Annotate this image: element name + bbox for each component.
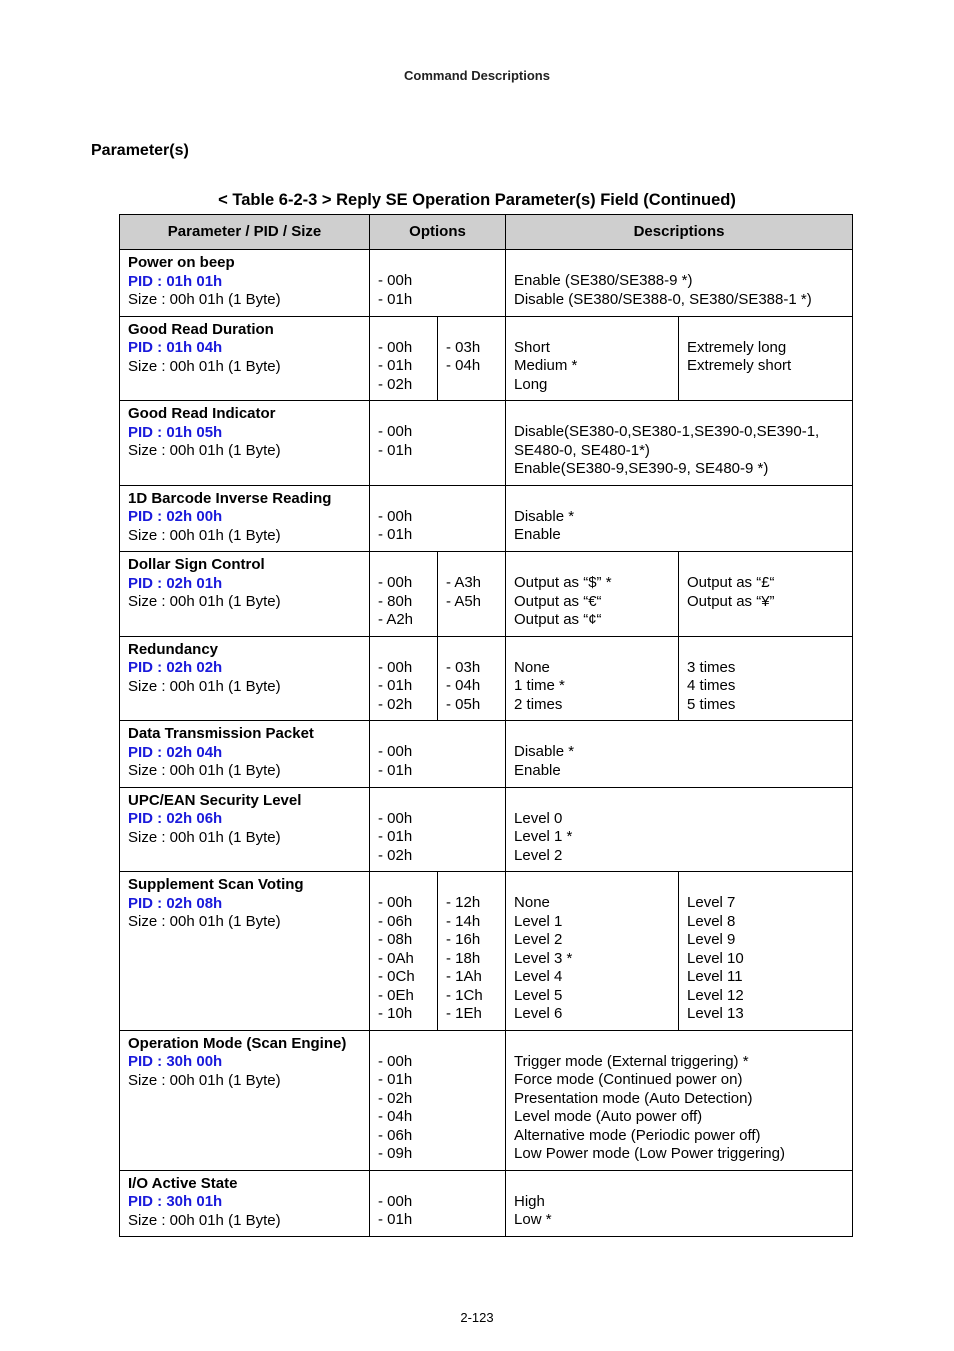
table-row: [120, 1170, 853, 1237]
option-value: - 1Ah: [446, 968, 482, 985]
parameter-cell: [120, 787, 370, 872]
descriptions-cell-secondary: [679, 636, 853, 721]
description-line: Disable *: [514, 743, 575, 760]
descriptions-cell: [506, 1170, 853, 1237]
parameter-cell: [120, 250, 370, 317]
description-line: Enable: [514, 761, 561, 779]
description-line: Enable: [514, 526, 561, 543]
description-line: Disable (SE380/SE388-0, SE380/SE388-1 *): [514, 290, 812, 308]
description-line: Level 10: [687, 949, 744, 967]
options-cell: [370, 636, 438, 721]
table-body: [120, 250, 853, 1237]
description-line: Level 13: [687, 1005, 744, 1022]
option-value: - 00h: [378, 658, 413, 676]
section-heading: Parameter(s): [91, 142, 189, 159]
options-cell: [370, 316, 438, 401]
descriptions-cell: [506, 721, 853, 788]
description-line: Low *: [514, 1211, 552, 1228]
description-line: Extremely short: [687, 357, 792, 374]
parameter-cell: [120, 401, 370, 486]
descriptions-cell: [506, 872, 679, 1031]
options-cell-secondary: [438, 872, 506, 1031]
options-cell: [370, 721, 506, 788]
table-row: [120, 636, 853, 721]
parameter-cell: [120, 721, 370, 788]
description-line: Output as “€“: [514, 592, 602, 610]
option-value: - A3h: [446, 574, 482, 591]
option-value: - A5h: [446, 592, 482, 610]
parameter-pid: PID : 02h 04h: [128, 743, 223, 761]
table-title: < Table 6-2-3 > Reply SE Operation Parameter(s) Field (Continued): [218, 191, 736, 209]
parameter-cell: [120, 485, 370, 552]
option-value: - 01h: [378, 357, 413, 374]
option-value: - 00h: [378, 338, 413, 356]
option-value: - 04h: [446, 357, 481, 374]
parameter-name: Operation Mode (Scan Engine): [128, 1034, 347, 1052]
description-line: 5 times: [687, 695, 736, 713]
description-line: Long: [514, 375, 548, 393]
parameter-name: Power on beep: [128, 254, 235, 271]
description-line: Enable (SE380/SE388-9 *): [514, 272, 693, 289]
description-line: Level 1: [514, 912, 563, 930]
option-value: - 04h: [446, 677, 481, 694]
description-line: Short: [514, 338, 550, 356]
option-value: - 01h: [378, 526, 413, 543]
option-value: - 80h: [378, 592, 413, 610]
options-cell-secondary: [438, 636, 506, 721]
parameter-name: 1D Barcode Inverse Reading: [128, 489, 332, 507]
parameter-size: Size : 00h 01h (1 Byte): [128, 442, 281, 459]
description-line: Extremely long: [687, 338, 787, 356]
parameter-size: Size : 00h 01h (1 Byte): [128, 762, 281, 779]
parameter-pid: PID : 02h 02h: [128, 659, 223, 676]
description-line: 1 time *: [514, 677, 565, 694]
parameter-size: Size : 00h 01h (1 Byte): [128, 828, 281, 846]
descriptions-cell: [506, 250, 853, 317]
option-value: - 01h: [378, 677, 413, 694]
table-row: [120, 401, 853, 486]
column-header-parameter: Parameter / PID / Size: [120, 215, 370, 250]
descriptions-cell: [506, 552, 679, 637]
description-line: Level mode (Auto power off): [514, 1108, 703, 1125]
option-value: - 01h: [378, 761, 413, 779]
parameter-pid: PID : 01h 05h: [128, 423, 223, 441]
description-line: None: [514, 658, 550, 676]
description-line: 4 times: [687, 677, 736, 694]
option-value: - 00h: [378, 894, 413, 911]
options-cell: [370, 872, 438, 1031]
parameter-size: Size : 00h 01h (1 Byte): [128, 357, 281, 375]
option-value: - 02h: [378, 375, 413, 393]
description-line: Output as “£“: [687, 574, 775, 591]
description-line: Level 3 *: [514, 949, 573, 967]
option-value: - 09h: [378, 1145, 413, 1162]
option-value: - 00h: [378, 809, 413, 827]
table-row: [120, 872, 853, 1031]
option-value: - 06h: [378, 1126, 413, 1144]
description-line: Trigger mode (External triggering) *: [514, 1052, 749, 1070]
options-cell: [370, 1030, 506, 1170]
description-line: Level 6: [514, 1005, 563, 1022]
description-line: 2 times: [514, 695, 563, 713]
parameter-cell: [120, 552, 370, 637]
option-value: - 08h: [378, 931, 413, 948]
description-line: Level 12: [687, 986, 744, 1004]
description-line: Level 7: [687, 894, 736, 911]
parameter-pid: PID : 30h 00h: [128, 1053, 223, 1070]
description-line: 3 times: [687, 658, 736, 676]
description-line: Level 4: [514, 968, 563, 985]
description-line: Level 8: [687, 912, 736, 930]
description-line: Disable(SE380-0,SE380-1,SE390-0,SE390-1,: [514, 423, 820, 440]
descriptions-cell: [506, 401, 853, 486]
table-row: [120, 316, 853, 401]
descriptions-cell: [506, 316, 679, 401]
parameter-cell: [120, 1170, 370, 1237]
descriptions-cell: [506, 787, 853, 872]
options-cell: [370, 787, 506, 872]
table-row: [120, 787, 853, 872]
option-value: - A2h: [378, 611, 414, 628]
description-line: Disable *: [514, 507, 575, 525]
parameter-pid: PID : 01h 01h: [128, 272, 223, 290]
option-value: - 00h: [378, 272, 413, 289]
description-line: Level 5: [514, 986, 563, 1004]
option-value: - 01h: [378, 1211, 413, 1228]
description-line: Enable(SE380-9,SE390-9, SE480-9 *): [514, 460, 769, 477]
description-line: Presentation mode (Auto Detection): [514, 1089, 753, 1107]
option-value: - 05h: [446, 695, 481, 713]
parameter-size: Size : 00h 01h (1 Byte): [128, 1071, 281, 1089]
option-value: - 12h: [446, 894, 481, 911]
parameter-pid: PID : 02h 01h: [128, 574, 223, 592]
option-value: - 01h: [378, 1071, 413, 1088]
option-value: - 1Eh: [446, 1005, 482, 1022]
table-row: [120, 721, 853, 788]
parameter-pid: PID : 02h 08h: [128, 894, 223, 912]
description-line: Level 9: [687, 931, 736, 948]
parameter-pid: PID : 02h 00h: [128, 508, 223, 525]
parameter-size: Size : 00h 01h (1 Byte): [128, 1211, 281, 1229]
table-row: [120, 485, 853, 552]
parameter-cell: [120, 872, 370, 1031]
options-cell: [370, 485, 506, 552]
option-value: - 00h: [378, 574, 413, 591]
option-value: - 03h: [446, 658, 481, 676]
description-line: Level 1 *: [514, 828, 573, 845]
option-value: - 18h: [446, 949, 481, 967]
description-line: Level 2: [514, 846, 563, 864]
description-line: Output as “¥”: [687, 592, 775, 610]
table-row: [120, 552, 853, 637]
option-value: - 1Ch: [446, 986, 483, 1004]
option-value: - 00h: [378, 1052, 413, 1070]
option-value: - 04h: [378, 1108, 413, 1125]
description-line: Medium *: [514, 357, 578, 374]
option-value: - 0Ah: [378, 949, 414, 967]
column-header-options: Options: [370, 215, 506, 250]
page-number: 2-123: [460, 1310, 494, 1325]
options-cell-secondary: [438, 316, 506, 401]
option-value: - 01h: [378, 441, 413, 459]
descriptions-cell-secondary: [679, 872, 853, 1031]
option-value: - 02h: [378, 695, 413, 713]
description-line: Force mode (Continued power on): [514, 1071, 743, 1088]
description-line: Alternative mode (Periodic power off): [514, 1126, 761, 1144]
option-value: - 00h: [378, 423, 413, 440]
description-line: None: [514, 894, 550, 911]
options-cell: [370, 1170, 506, 1237]
table-row: [120, 250, 853, 317]
parameter-size: Size : 00h 01h (1 Byte): [128, 913, 281, 930]
descriptions-cell: [506, 636, 679, 721]
parameter-cell: [120, 636, 370, 721]
description-line: High: [514, 1192, 545, 1210]
parameter-size: Size : 00h 01h (1 Byte): [128, 291, 281, 308]
option-value: - 16h: [446, 931, 481, 948]
description-line: Level 0: [514, 809, 563, 827]
options-cell: [370, 401, 506, 486]
option-value: - 03h: [446, 338, 481, 356]
option-value: - 10h: [378, 1005, 413, 1022]
parameter-name: Good Read Indicator: [128, 405, 276, 422]
option-value: - 02h: [378, 846, 413, 864]
options-cell-secondary: [438, 552, 506, 637]
option-value: - 00h: [378, 743, 413, 760]
parameter-pid: PID : 30h 01h: [128, 1193, 223, 1210]
option-value: - 00h: [378, 507, 413, 525]
parameter-name: Supplement Scan Voting: [128, 876, 304, 893]
description-line: Output as “¢“: [514, 611, 602, 628]
parameter-name: Good Read Duration: [128, 320, 274, 338]
page-header: Command Descriptions: [404, 68, 550, 83]
column-header-descriptions: Descriptions: [506, 215, 853, 250]
parameter-name: I/O Active State: [128, 1174, 238, 1192]
table-row: [120, 1030, 853, 1170]
parameter-size: Size : 00h 01h (1 Byte): [128, 593, 281, 610]
options-cell: [370, 552, 438, 637]
parameter-name: UPC/EAN Security Level: [128, 791, 302, 809]
parameter-pid: PID : 01h 04h: [128, 339, 223, 356]
description-line: Level 2: [514, 931, 563, 948]
option-value: - 14h: [446, 912, 481, 930]
descriptions-cell: [506, 485, 853, 552]
parameter-cell: [120, 316, 370, 401]
parameters-table: [119, 214, 853, 1237]
options-cell: [370, 250, 506, 317]
table-header-row: [120, 215, 853, 250]
option-value: - 01h: [378, 828, 413, 845]
description-line: SE480-0, SE480-1*): [514, 441, 650, 459]
option-value: - 02h: [378, 1089, 413, 1107]
parameter-pid: PID : 02h 06h: [128, 810, 223, 827]
parameter-size: Size : 00h 01h (1 Byte): [128, 677, 281, 695]
option-value: - 06h: [378, 912, 413, 930]
description-line: Low Power mode (Low Power triggering): [514, 1145, 785, 1162]
parameter-name: Redundancy: [128, 640, 219, 658]
parameter-size: Size : 00h 01h (1 Byte): [128, 526, 281, 544]
parameter-name: Dollar Sign Control: [128, 556, 265, 573]
parameter-name: Data Transmission Packet: [128, 725, 314, 742]
descriptions-cell: [506, 1030, 853, 1170]
description-line: Output as “$” *: [514, 574, 612, 591]
descriptions-cell-secondary: [679, 316, 853, 401]
descriptions-cell-secondary: [679, 552, 853, 637]
parameter-cell: [120, 1030, 370, 1170]
option-value: - 01h: [378, 290, 413, 308]
option-value: - 0Ch: [378, 968, 415, 985]
option-value: - 0Eh: [378, 986, 414, 1004]
option-value: - 00h: [378, 1192, 413, 1210]
description-line: Level 11: [687, 968, 743, 985]
